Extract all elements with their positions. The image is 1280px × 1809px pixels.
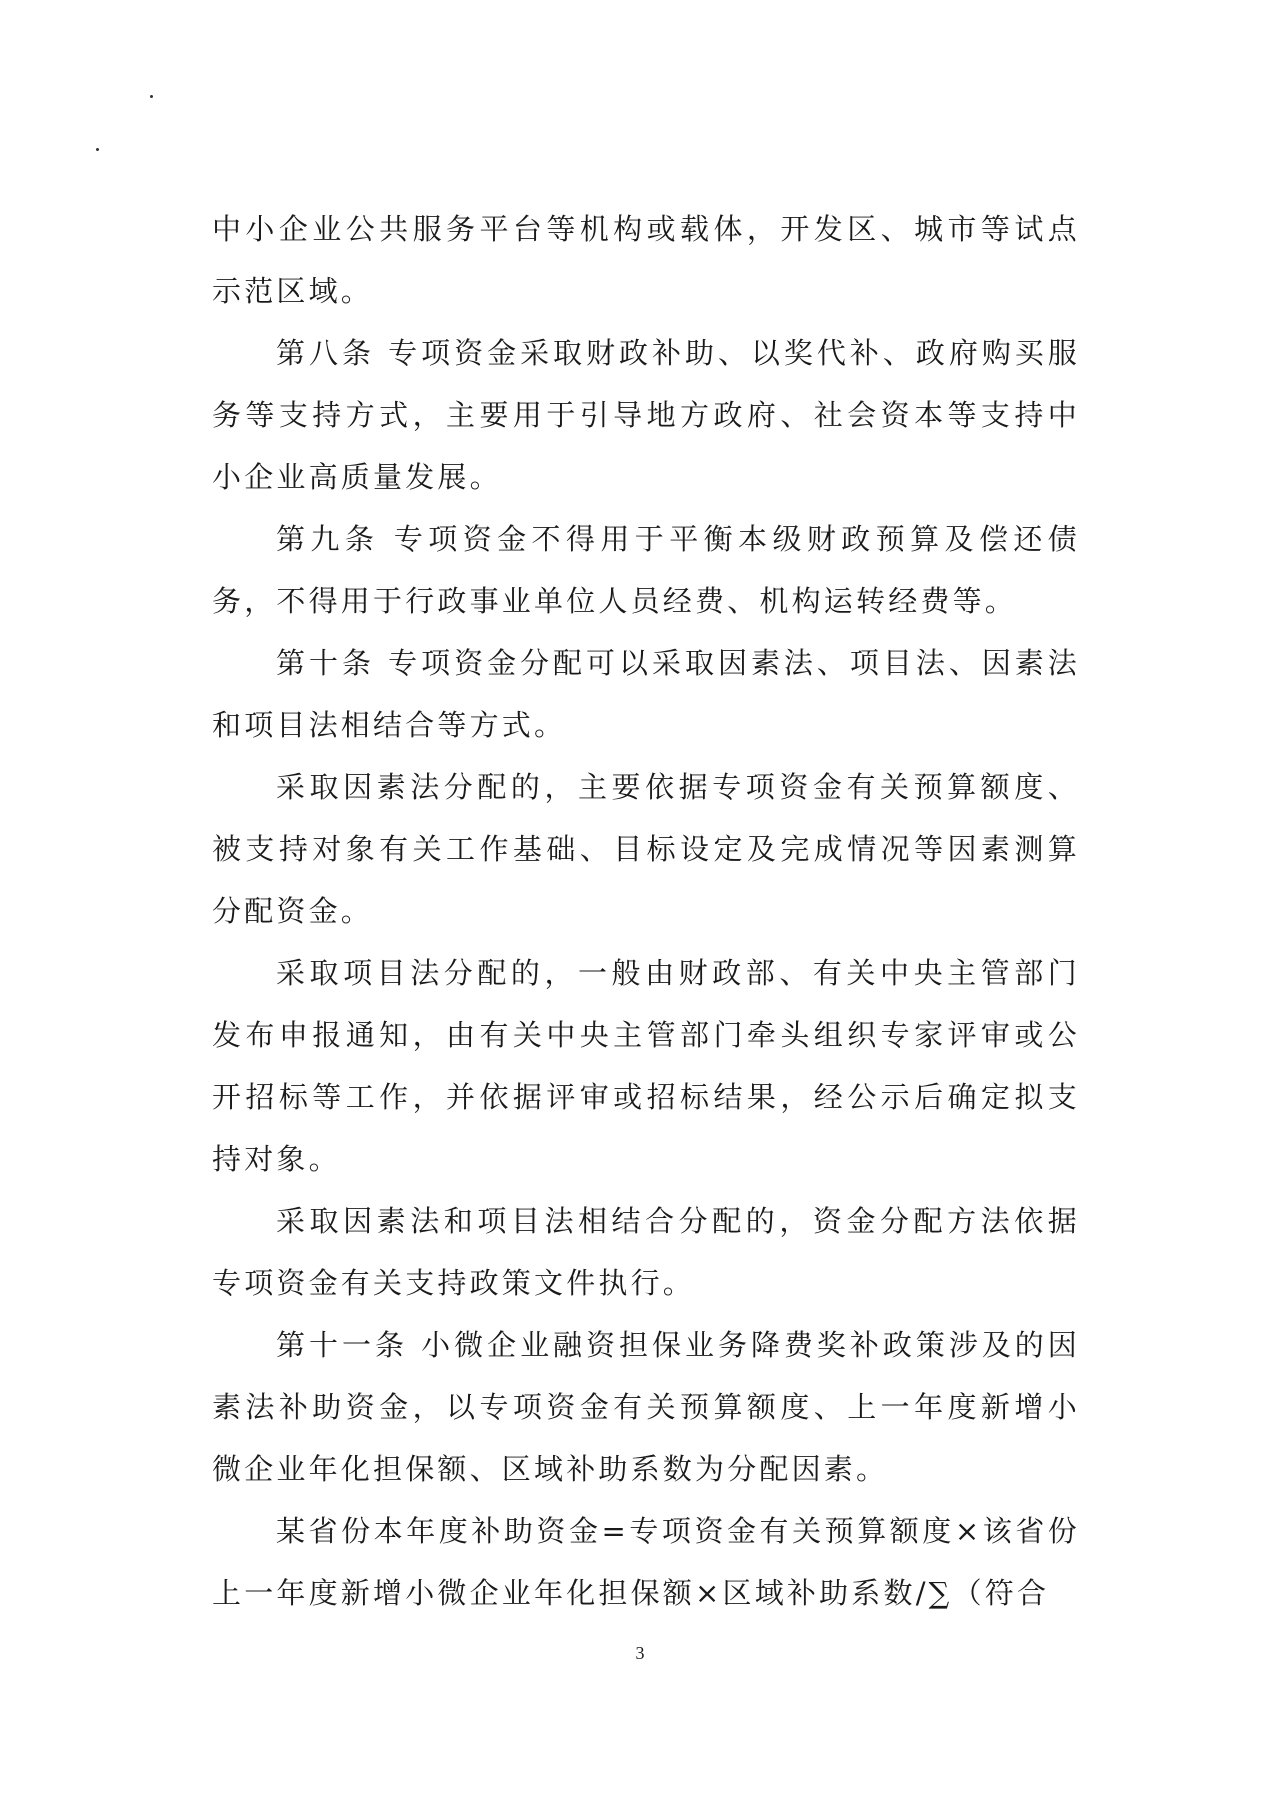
paragraph-article-10: 第十条 专项资金分配可以采取因素法、项目法、因素法和项目法相结合等方式。 [212,646,1080,742]
paragraph-factor-method: 采取因素法分配的，主要依据专项资金有关预算额度、被支持对象有关工作基础、目标设定及完成情况等因素测算分配资金。 [212,770,1080,928]
paragraph-article-8: 第八条 专项资金采取财政补助、以奖代补、政府购买服务等支持方式，主要用于引导地方政府、社会资本等支持中小企业高质量发展。 [212,336,1080,494]
page-number: 3 [635,1643,645,1663]
paragraph-article-9: 第九条 专项资金不得用于平衡本级财政预算及偿还债务，不得用于行政事业单位人员经费、机构运转经费等。 [212,522,1080,618]
scan-speck [150,95,153,98]
paragraph-combined-method: 采取因素法和项目法相结合分配的，资金分配方法依据专项资金有关支持政策文件执行。 [212,1204,1080,1300]
paragraph-formula: 某省份本年度补助资金=专项资金有关预算额度×该省份上一年度新增小微企业年化担保额×区域补助系数/∑（符合 [212,1514,1080,1610]
paragraph-article-11: 第十一条 小微企业融资担保业务降费奖补政策涉及的因素法补助资金，以专项资金有关预算额度、上一年度新增小微企业年化担保额、区域补助系数为分配因素。 [212,1328,1080,1486]
scan-speck [96,148,99,151]
paragraph-continuation: 中小企业公共服务平台等机构或载体，开发区、城市等试点示范区域。 [212,212,1080,308]
paragraph-project-method: 采取项目法分配的，一般由财政部、有关中央主管部门发布申报通知，由有关中央主管部门牵头组织专家评审或公开招标等工作，并依据评审或招标结果，经公示后确定拟支持对象。 [212,956,1080,1176]
document-body [212,198,1080,1624]
